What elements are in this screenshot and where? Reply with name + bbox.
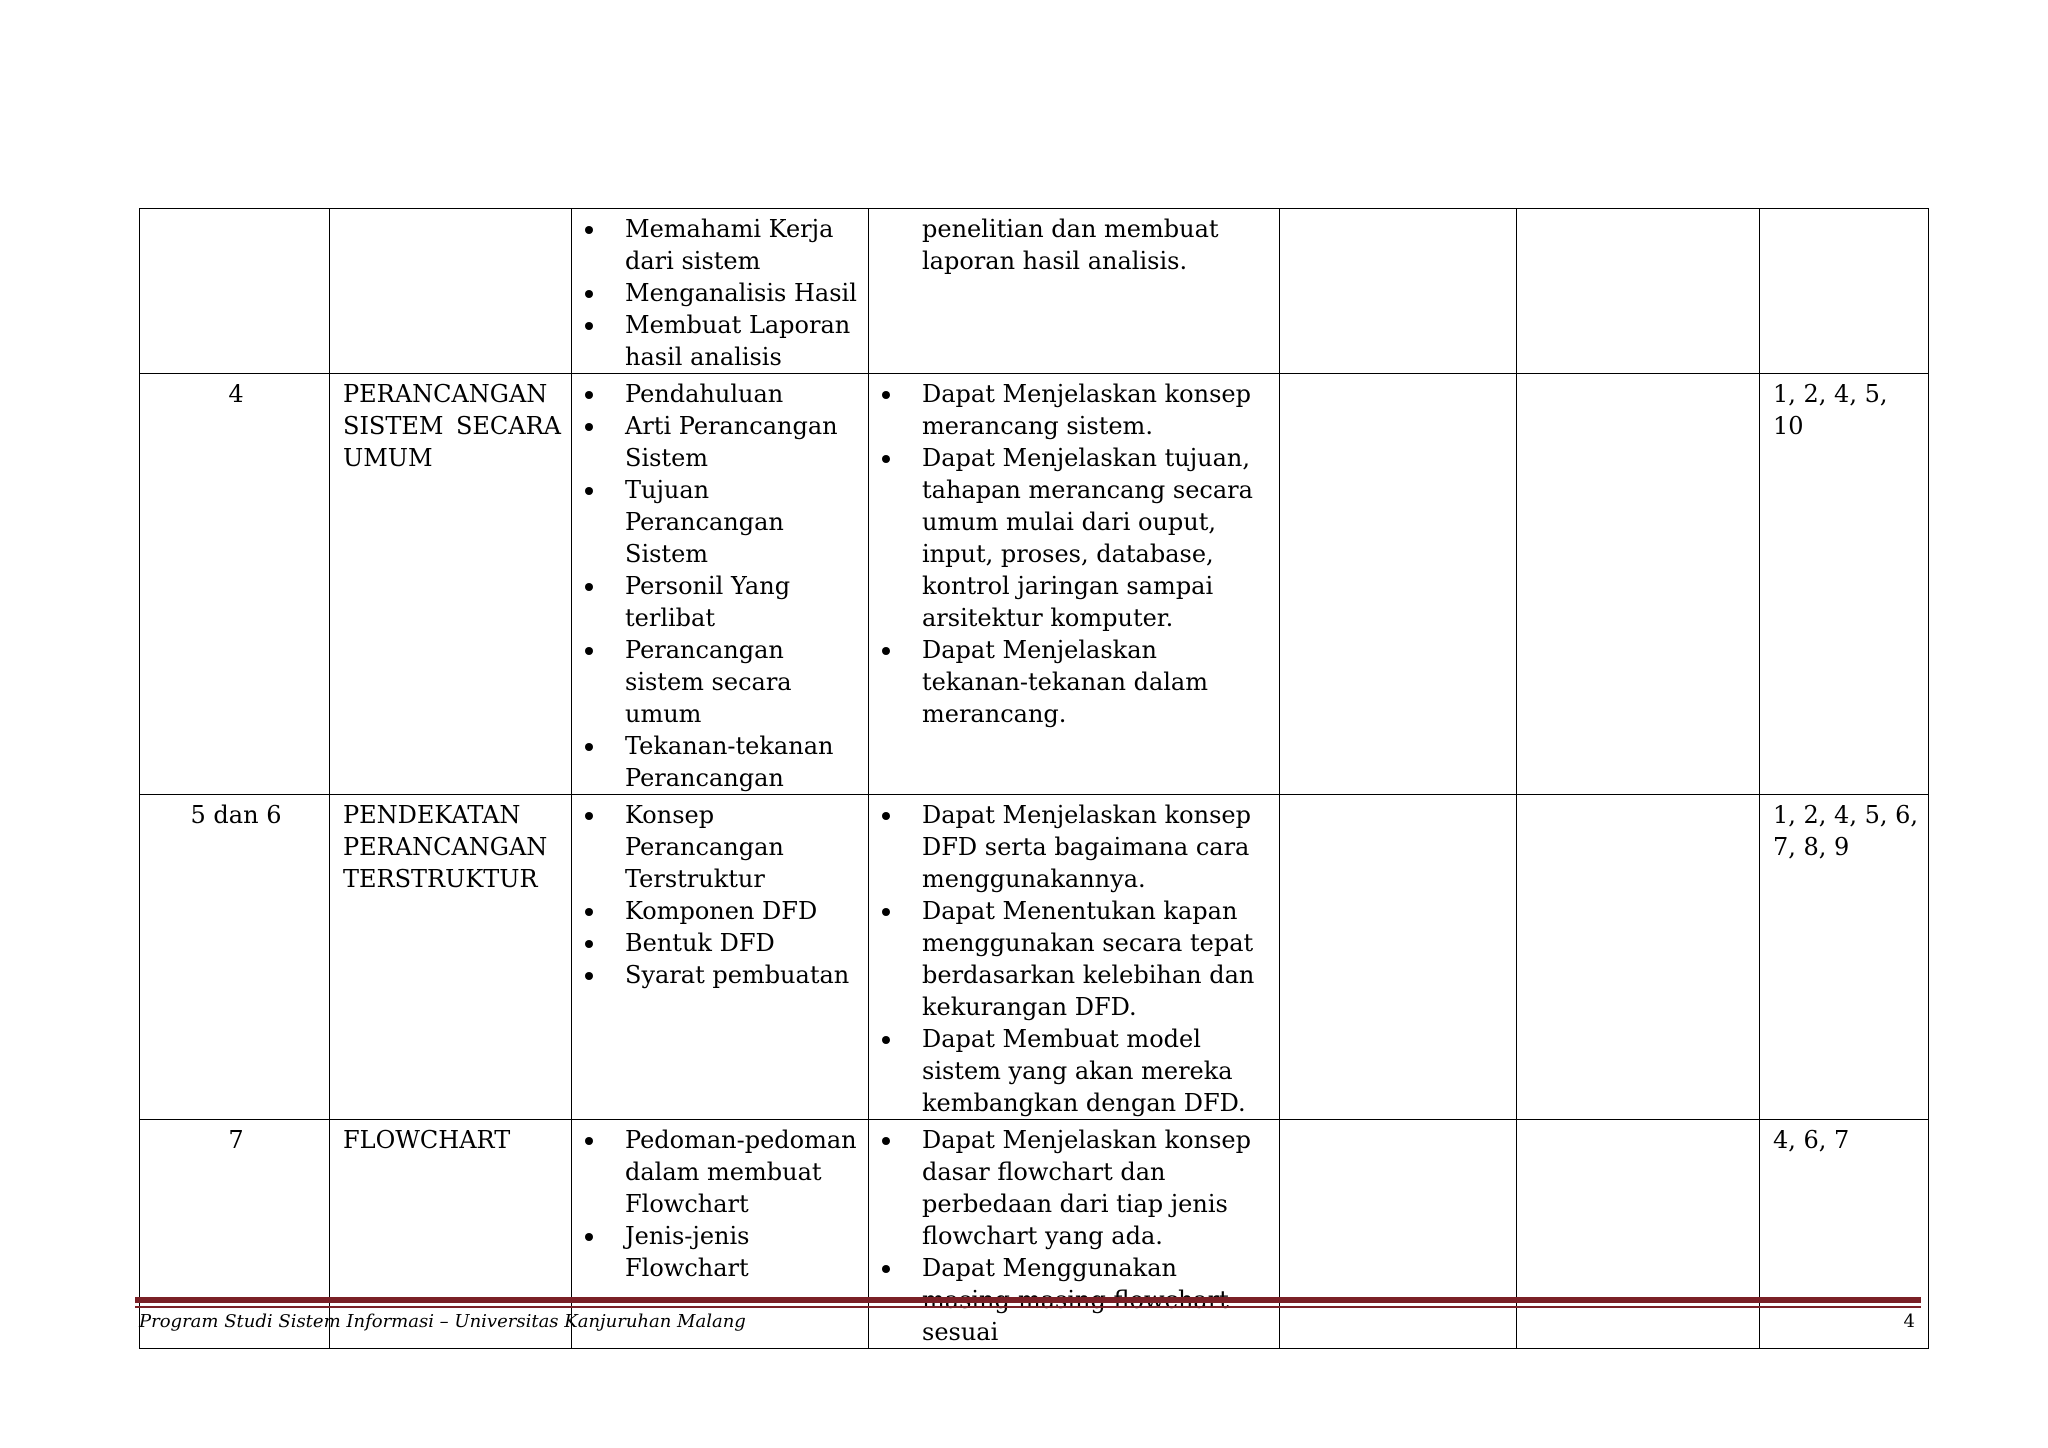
topic-cell (330, 209, 572, 374)
bullet-icon (585, 1233, 593, 1241)
list-item: Memahami Kerja dari sistem (585, 213, 858, 277)
list-item: Jenis-jenis Flowchart (585, 1220, 858, 1284)
bullet-icon (585, 972, 593, 980)
objective-continuation: penelitian dan membuat laporan hasil analisis. (922, 215, 1219, 275)
list-item: Pendahuluan (585, 378, 858, 410)
list-item: Tujuan Perancangan Sistem (585, 474, 858, 570)
empty-cell (1517, 1120, 1760, 1349)
table-row (140, 209, 1929, 374)
week-cell (140, 209, 330, 374)
objectives-cell (869, 1120, 1280, 1349)
bullet-icon (882, 1036, 890, 1044)
subtopic-list (585, 378, 858, 794)
week-cell: 7 (140, 1120, 330, 1349)
bullet-icon (882, 1265, 890, 1273)
subtopics-cell (572, 209, 869, 374)
bullet-icon (882, 455, 890, 463)
week-cell: 5 dan 6 (140, 795, 330, 1120)
subtopics-cell (572, 795, 869, 1120)
bullet-icon (585, 423, 593, 431)
page-number: 4 (1903, 1311, 1915, 1332)
references-cell: 4, 6, 7 (1760, 1120, 1929, 1349)
list-item: Syarat pembuatan (585, 959, 858, 991)
list-item: Dapat Menjelaskan tujuan, tahapan merancang secara umum mulai dari ouput, input, proses, database, kontrol jaringan sampai arsitektur komputer. (882, 442, 1269, 634)
list-item: Personil Yang terlibat (585, 570, 858, 634)
empty-cell (1280, 1120, 1517, 1349)
empty-cell (1280, 209, 1517, 374)
bullet-icon (585, 940, 593, 948)
empty-cell (1517, 374, 1760, 795)
topic-cell: PENDEKATAN PERANCANGAN TERSTRUKTUR (330, 795, 572, 1120)
topic-cell: PERANCANGAN SISTEM SECARA UMUM (330, 374, 572, 795)
bullet-icon (585, 1137, 593, 1145)
bullet-icon (585, 812, 593, 820)
list-item: Dapat Membuat model sistem yang akan mereka kembangkan dengan DFD. (882, 1023, 1269, 1119)
objectives-cell (869, 209, 1280, 374)
objective-list (882, 799, 1269, 1119)
list-item: Arti Perancangan Sistem (585, 410, 858, 474)
bullet-icon (585, 322, 593, 330)
list-item: Tekanan-tekanan Perancangan (585, 730, 858, 794)
topic-cell: FLOWCHART (330, 1120, 572, 1349)
list-item: Membuat Laporan hasil analisis (585, 309, 858, 373)
empty-cell (1280, 795, 1517, 1120)
subtopic-list (585, 1124, 858, 1284)
list-item: Dapat Menjelaskan konsep dasar flowchart dan perbedaan dari tiap jenis flowchart yang ada. (882, 1124, 1269, 1252)
list-item: Komponen DFD (585, 895, 858, 927)
list-item: Dapat Menjelaskan konsep DFD serta bagaimana cara menggunakannya. (882, 799, 1269, 895)
table-row (140, 795, 1929, 1120)
syllabus-table (139, 208, 1929, 1349)
bullet-icon (585, 743, 593, 751)
empty-cell (1517, 209, 1760, 374)
week-cell: 4 (140, 374, 330, 795)
footer-rule-thick (135, 1297, 1921, 1303)
list-item: Bentuk DFD (585, 927, 858, 959)
table-row (140, 374, 1929, 795)
objective-list (882, 1124, 1269, 1348)
references-cell: 1, 2, 4, 5, 6, 7, 8, 9 (1760, 795, 1929, 1120)
subtopics-cell (572, 374, 869, 795)
list-item: Dapat Menjelaskan konsep merancang sistem. (882, 378, 1269, 442)
bullet-icon (585, 226, 593, 234)
bullet-icon (585, 391, 593, 399)
list-item: Pedoman-pedoman dalam membuat Flowchart (585, 1124, 858, 1220)
bullet-icon (585, 583, 593, 591)
list-item: Dapat Menjelaskan tekanan-tekanan dalam merancang. (882, 634, 1269, 730)
bullet-icon (585, 908, 593, 916)
bullet-icon (585, 290, 593, 298)
bullet-icon (585, 487, 593, 495)
subtopic-list (585, 799, 858, 991)
list-item: Perancangan sistem secara umum (585, 634, 858, 730)
bullet-icon (882, 647, 890, 655)
objectives-cell (869, 795, 1280, 1120)
bullet-icon (882, 391, 890, 399)
references-cell (1760, 209, 1929, 374)
list-item: Konsep Perancangan Terstruktur (585, 799, 858, 895)
list-item: Dapat Menentukan kapan menggunakan secara tepat berdasarkan kelebihan dan kekurangan DFD. (882, 895, 1269, 1023)
bullet-icon (882, 1137, 890, 1145)
empty-cell (1280, 374, 1517, 795)
list-item: Dapat Menggunakan sesuai (882, 1252, 1269, 1348)
footer-rule-thin (135, 1306, 1921, 1308)
references-cell: 1, 2, 4, 5, 10 (1760, 374, 1929, 795)
bullet-icon (882, 908, 890, 916)
empty-cell (1517, 795, 1760, 1120)
list-item: Menganalisis Hasil (585, 277, 858, 309)
bullet-icon (585, 647, 593, 655)
bullet-icon (882, 812, 890, 820)
footer-institution: Program Studi Sistem Informasi – Universitas Kanjuruhan Malang (139, 1311, 746, 1332)
objectives-cell (869, 374, 1280, 795)
subtopic-list (585, 213, 858, 373)
objective-list (882, 378, 1269, 730)
